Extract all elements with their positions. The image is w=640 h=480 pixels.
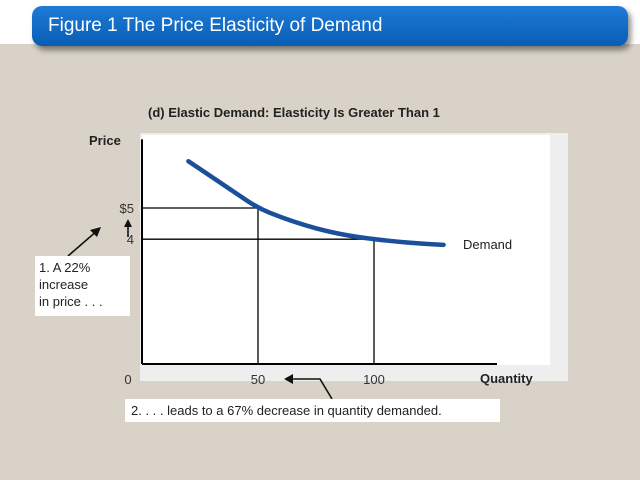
y-axis-label: Price — [89, 133, 121, 148]
arrow-price-shaft — [68, 230, 98, 256]
slide-title: Figure 1 The Price Elasticity of Demand — [48, 15, 383, 36]
x-tick-label-2: 100 — [363, 372, 385, 387]
chart-title: (d) Elastic Demand: Elasticity Is Greater Than 1 — [148, 105, 440, 120]
arrow-tick-head — [124, 219, 132, 227]
annotation-price-increase: 1. A 22% increase in price . . . — [35, 256, 130, 316]
series-label-demand: Demand — [463, 237, 513, 252]
y-tick-label-1: 4 — [126, 232, 134, 248]
demand-curve — [188, 161, 443, 245]
arrow-quantity-head — [284, 374, 293, 384]
annotation-quantity-decrease: 2. . . . leads to a 67% decrease in quantity demanded. — [125, 399, 500, 422]
x-axis-label: Quantity — [480, 371, 533, 386]
x-tick-label-1: 50 — [250, 372, 266, 387]
x-tick-label-0: 0 — [124, 372, 132, 387]
y-tick-label-0: $5 — [119, 201, 134, 216]
arrow-quantity-shaft — [292, 379, 332, 399]
